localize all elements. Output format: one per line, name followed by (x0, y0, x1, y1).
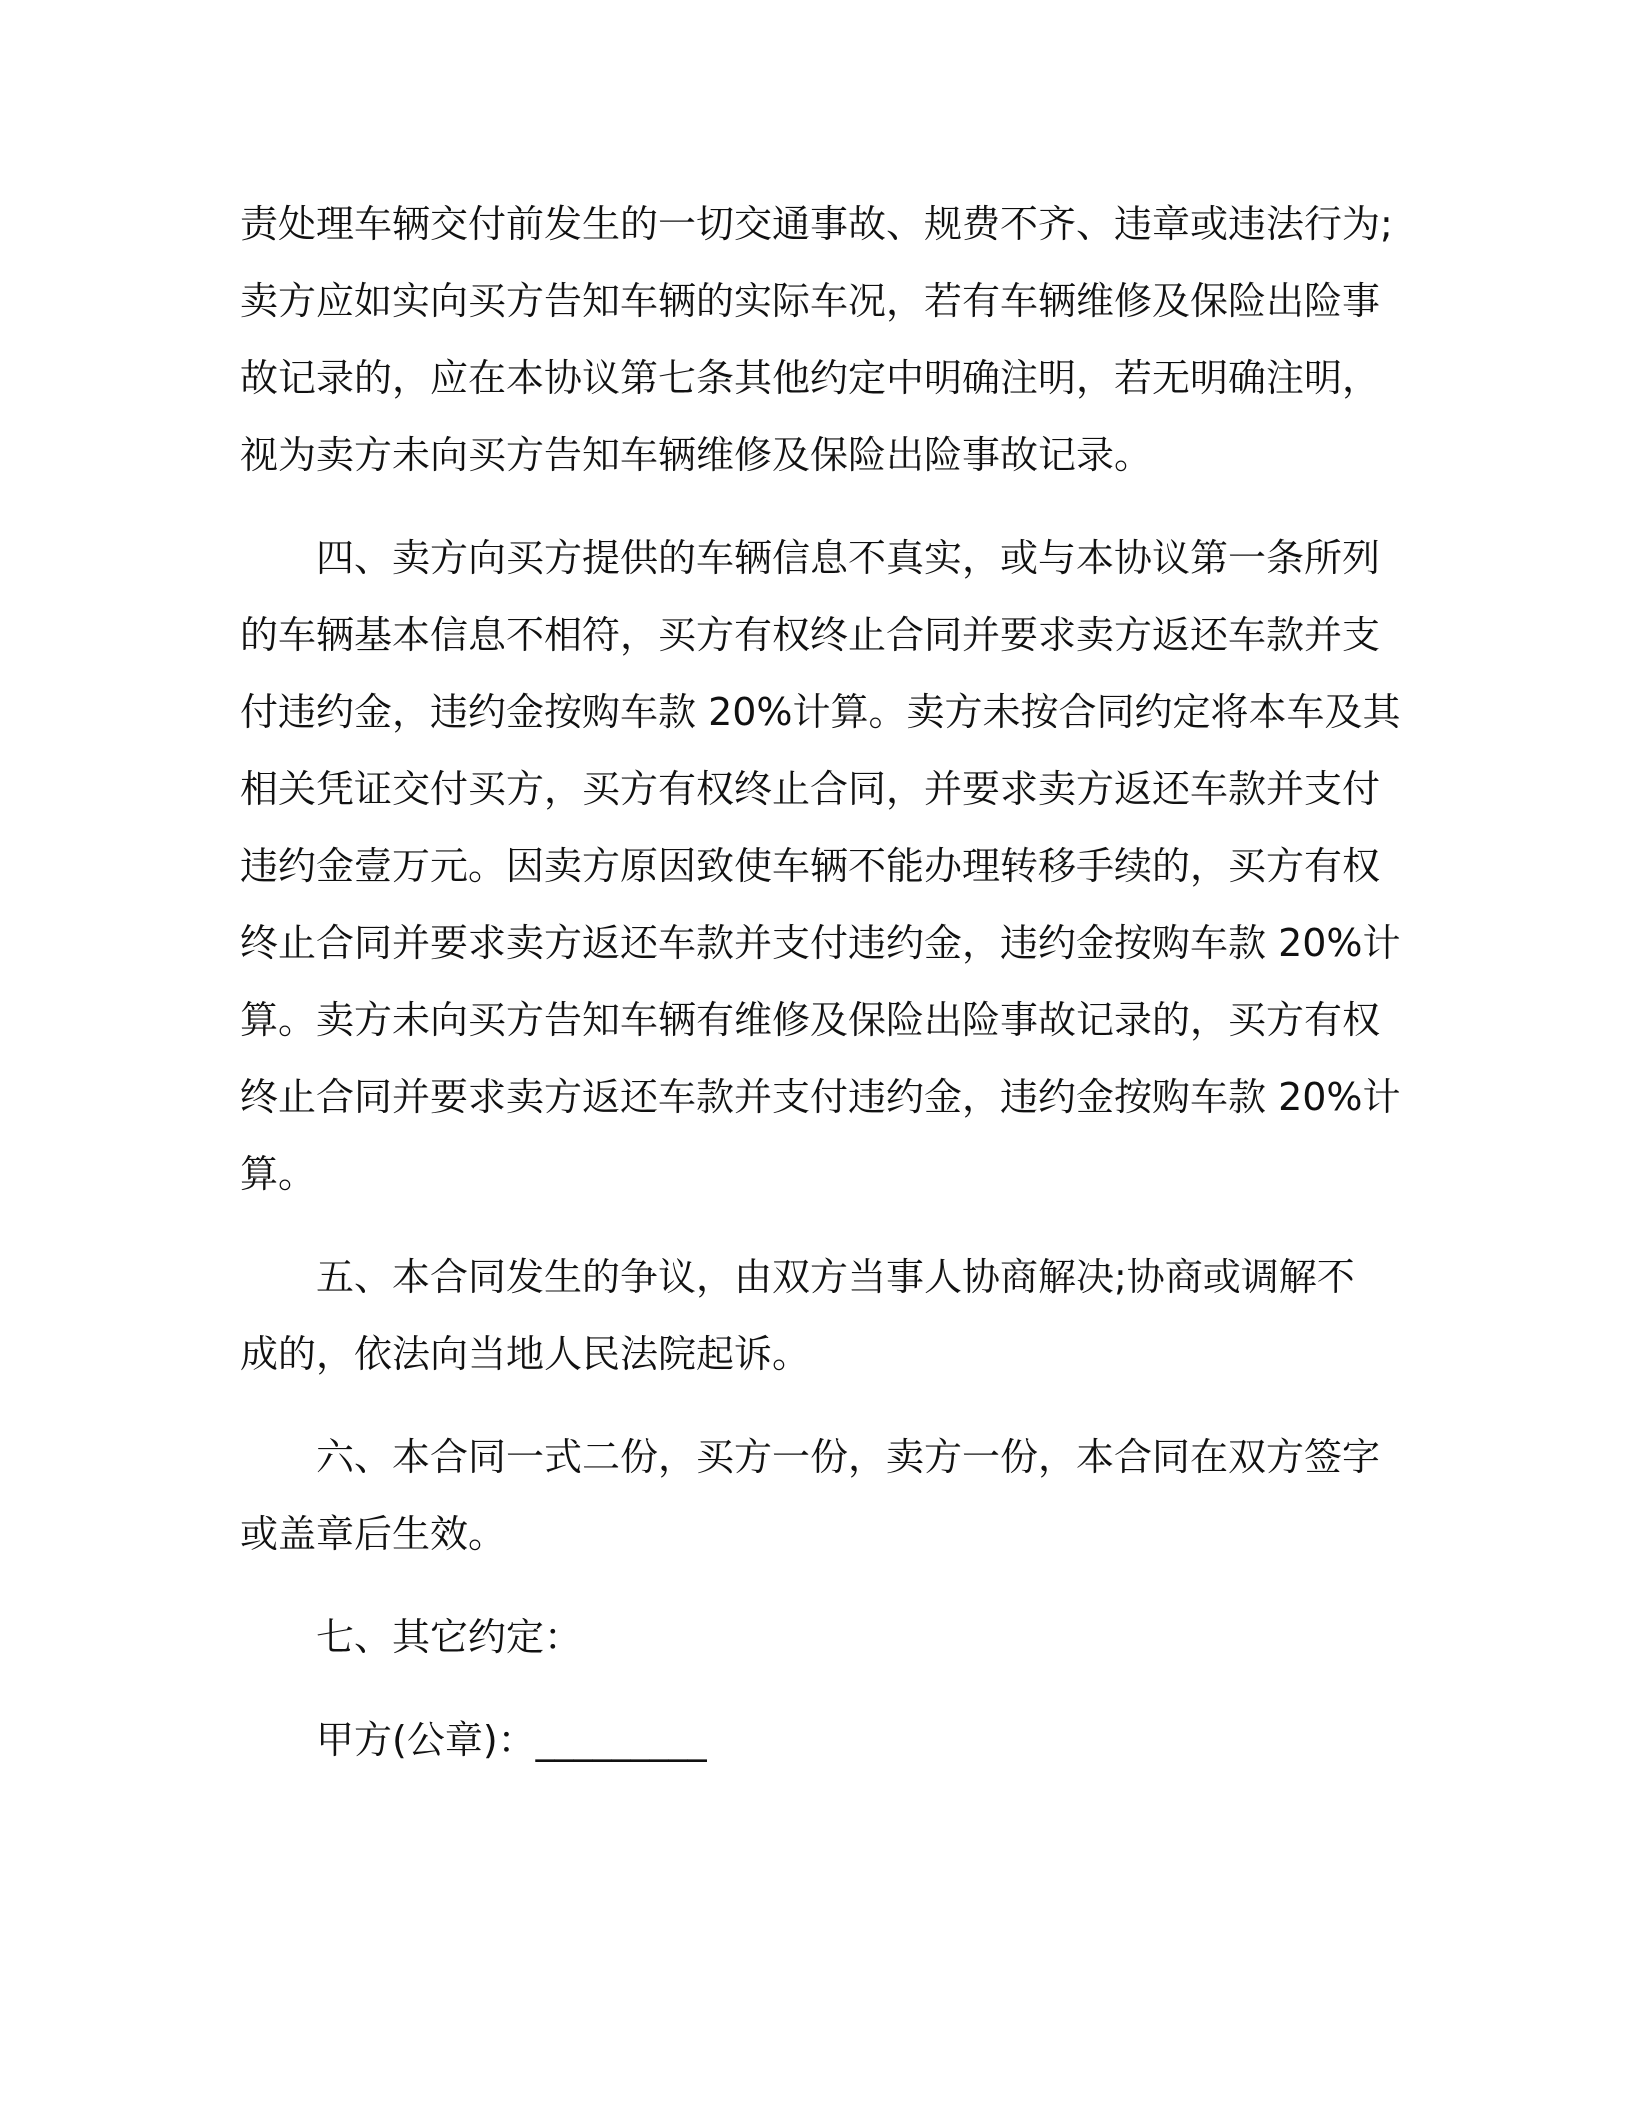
text-line: 五、本合同发生的争议，由双方当事人协商解决;协商或调解不 (316, 1255, 1355, 1299)
text-line: 终止合同并要求卖方返还车款并支付违约金，违约金按购车款 20%计 (240, 1075, 1401, 1119)
text-line: 的车辆基本信息不相符，买方有权终止合同并要求卖方返还车款并支 (240, 613, 1381, 657)
text-line: 六、本合同一式二份，买方一份，卖方一份，本合同在双方签字 (316, 1435, 1381, 1479)
text-line: 违约金壹万元。因卖方原因致使车辆不能办理转移手续的，买方有权 (240, 844, 1381, 888)
text-line: 付违约金，违约金按购车款 20%计算。卖方未按合同约定将本车及其 (240, 690, 1401, 734)
text-line: 成的，依法向当地人民法院起诉。 (240, 1332, 811, 1376)
paragraph-clause-4 (240, 520, 1401, 1213)
text-line: 四、卖方向买方提供的车辆信息不真实，或与本协议第一条所列 (316, 536, 1381, 580)
text-line: 故记录的，应在本协议第七条其他约定中明确注明，若无明确注明， (240, 356, 1381, 400)
paragraph-clause-3-continued (240, 186, 1393, 494)
text-line: 终止合同并要求卖方返还车款并支付违约金，违约金按购车款 20%计 (240, 921, 1401, 965)
paragraph-clause-5 (240, 1239, 1390, 1393)
text-line: 算。卖方未向买方告知车辆有维修及保险出险事故记录的，买方有权 (240, 998, 1381, 1042)
text-line: 算。 (240, 1152, 317, 1196)
paragraph-clause-7 (240, 1599, 1390, 1676)
text-line: 视为卖方未向买方告知车辆维修及保险出险事故记录。 (240, 433, 1153, 477)
signature-line-party-a: 甲方(公章)：_________ (316, 1718, 707, 1762)
text-line: 相关凭证交付买方，买方有权终止合同，并要求卖方返还车款并支付 (240, 767, 1381, 811)
text-line: 责处理车辆交付前发生的一切交通事故、规费不齐、违章或违法行为; (240, 202, 1393, 246)
paragraph-clause-6 (240, 1419, 1390, 1573)
text-line: 卖方应如实向买方告知车辆的实际车况，若有车辆维修及保险出险事 (240, 279, 1381, 323)
text-line: 或盖章后生效。 (240, 1512, 507, 1556)
document-body (240, 186, 1401, 1779)
text-line: 七、其它约定： (316, 1615, 583, 1659)
